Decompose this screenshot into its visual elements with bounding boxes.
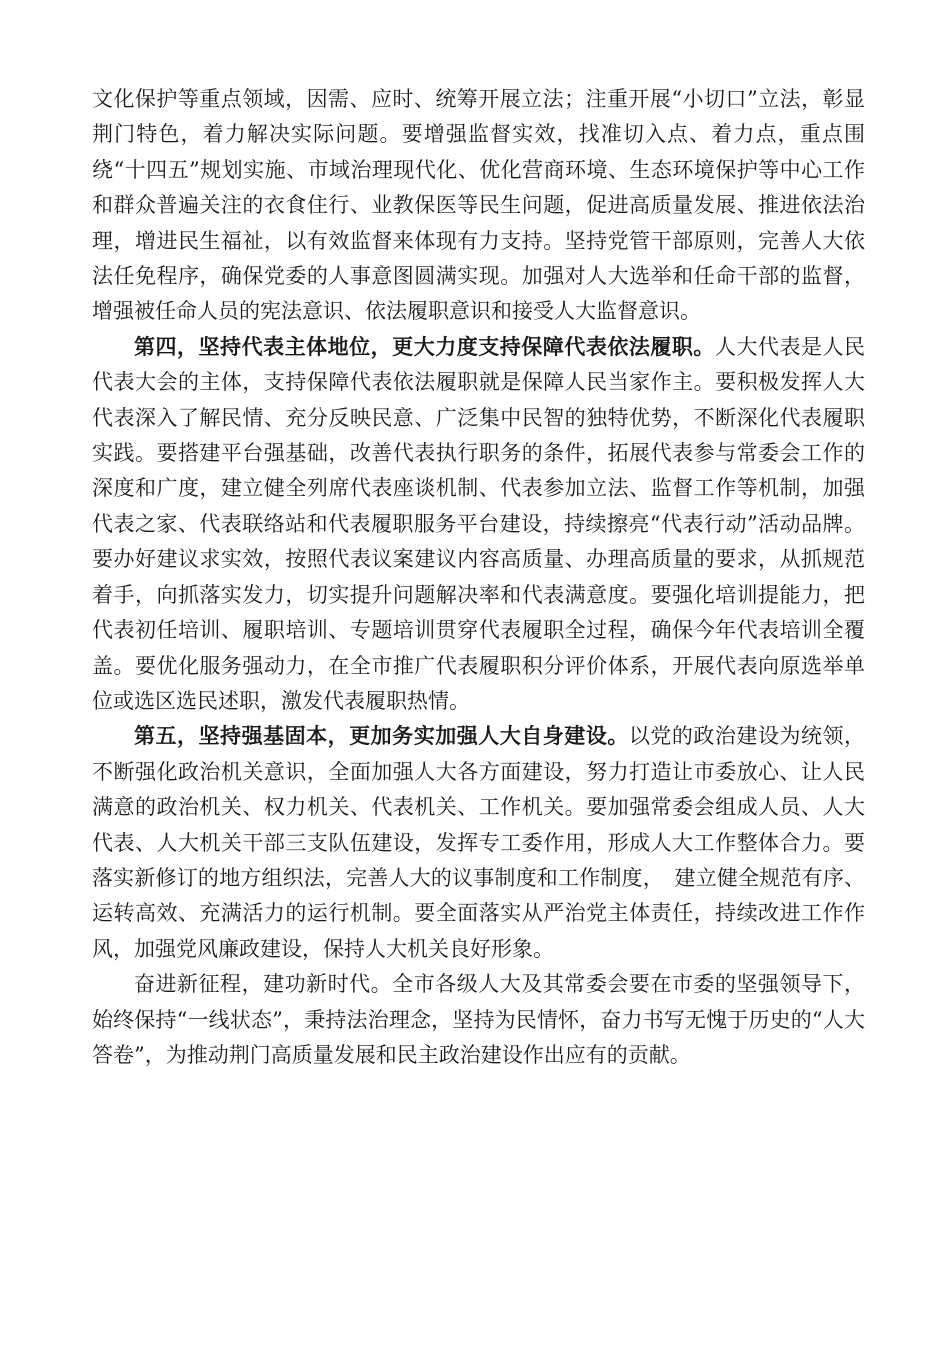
- document-body: [92, 82, 865, 1073]
- paragraph-1-text: 文化保护等重点领域，因需、应时、统筹开展立法；注重开展“小切口”立法，彰显荆门特色，着力解决实际问题。要增强监督实效，找准切入点、着力点，重点围绕“十四五”规划实施、市域治理现代化、优化营商环境、生态环境保护等中心工作和群众普遍关注的衣食住行、业教保医等民生问题，促进高质量发展、推进依法治理，增进民生福祉，以有效监督来体现有力支持。坚持党管干部原则，完善人大依法任免程序，确保党委的人事意图圆满实现。加强对人大选举和任命干部的监督，增强被任命人员的宪法意识、依法履职意识和接受人大监督意识。: [92, 87, 865, 324]
- paragraph-2: [92, 330, 865, 719]
- paragraph-3-heading: 第五，坚持强基固本，更加务实加强人大自身建设。: [134, 724, 629, 749]
- paragraph-3: [92, 719, 865, 967]
- paragraph-3-text: 以党的政治建设为统领，不断强化政治机关意识，全面加强人大各方面建设，努力打造让市委放心、让人民满意的政治机关、权力机关、代表机关、工作机关。要加强常委会组成人员、人大代表、人大机关干部三支队伍建设，发挥专工委作用，形成人大工作整体合力。要落实新修订的地方组织法，完善人大的议事制度和工作制度， 建立健全规范有序、运转高效、充满活力的运行机制。要全面落实从严治党主体责任，持续改进工作作风，加强党风廉政建设，保持人大机关良好形象。: [92, 724, 866, 961]
- paragraph-4: [92, 967, 865, 1073]
- paragraph-1: [92, 82, 865, 330]
- paragraph-4-text: 奋进新征程，建功新时代。全市各级人大及其常委会要在市委的坚强领导下，始终保持“一线状态”，秉持法治理念，坚持为民情怀，奋力书写无愧于历史的“人大答卷”，为推动荆门高质量发展和民主政治建设作出应有的贡献。: [92, 972, 865, 1067]
- paragraph-2-text: 人大代表是人民代表大会的主体，支持保障代表依法履职就是保障人民当家作主。要积极发挥人大代表深入了解民情、充分反映民意、广泛集中民智的独特优势，不断深化代表履职实践。要搭建平台强基础，改善代表执行职务的条件，拓展代表参与常委会工作的深度和广度，建立健全列席代表座谈机制、代表参加立法、监督工作等机制，加强代表之家、代表联络站和代表履职服务平台建设，持续擦亮“代表行动”活动品牌。要办好建议求实效，按照代表议案建议内容高质量、办理高质量的要求，从抓规范着手，向抓落实发力，切实提升问题解决率和代表满意度。要强化培训提能力，把代表初任培训、履职培训、专题培训贯穿代表履职全过程，确保今年代表培训全覆盖。要优化服务强动力，在全市推广代表履职积分评价体系，开展代表向原选举单位或选区选民述职，激发代表履职热情。: [92, 334, 865, 713]
- paragraph-2-heading: 第四，坚持代表主体地位，更大力度支持保障代表依法履职。: [134, 334, 715, 359]
